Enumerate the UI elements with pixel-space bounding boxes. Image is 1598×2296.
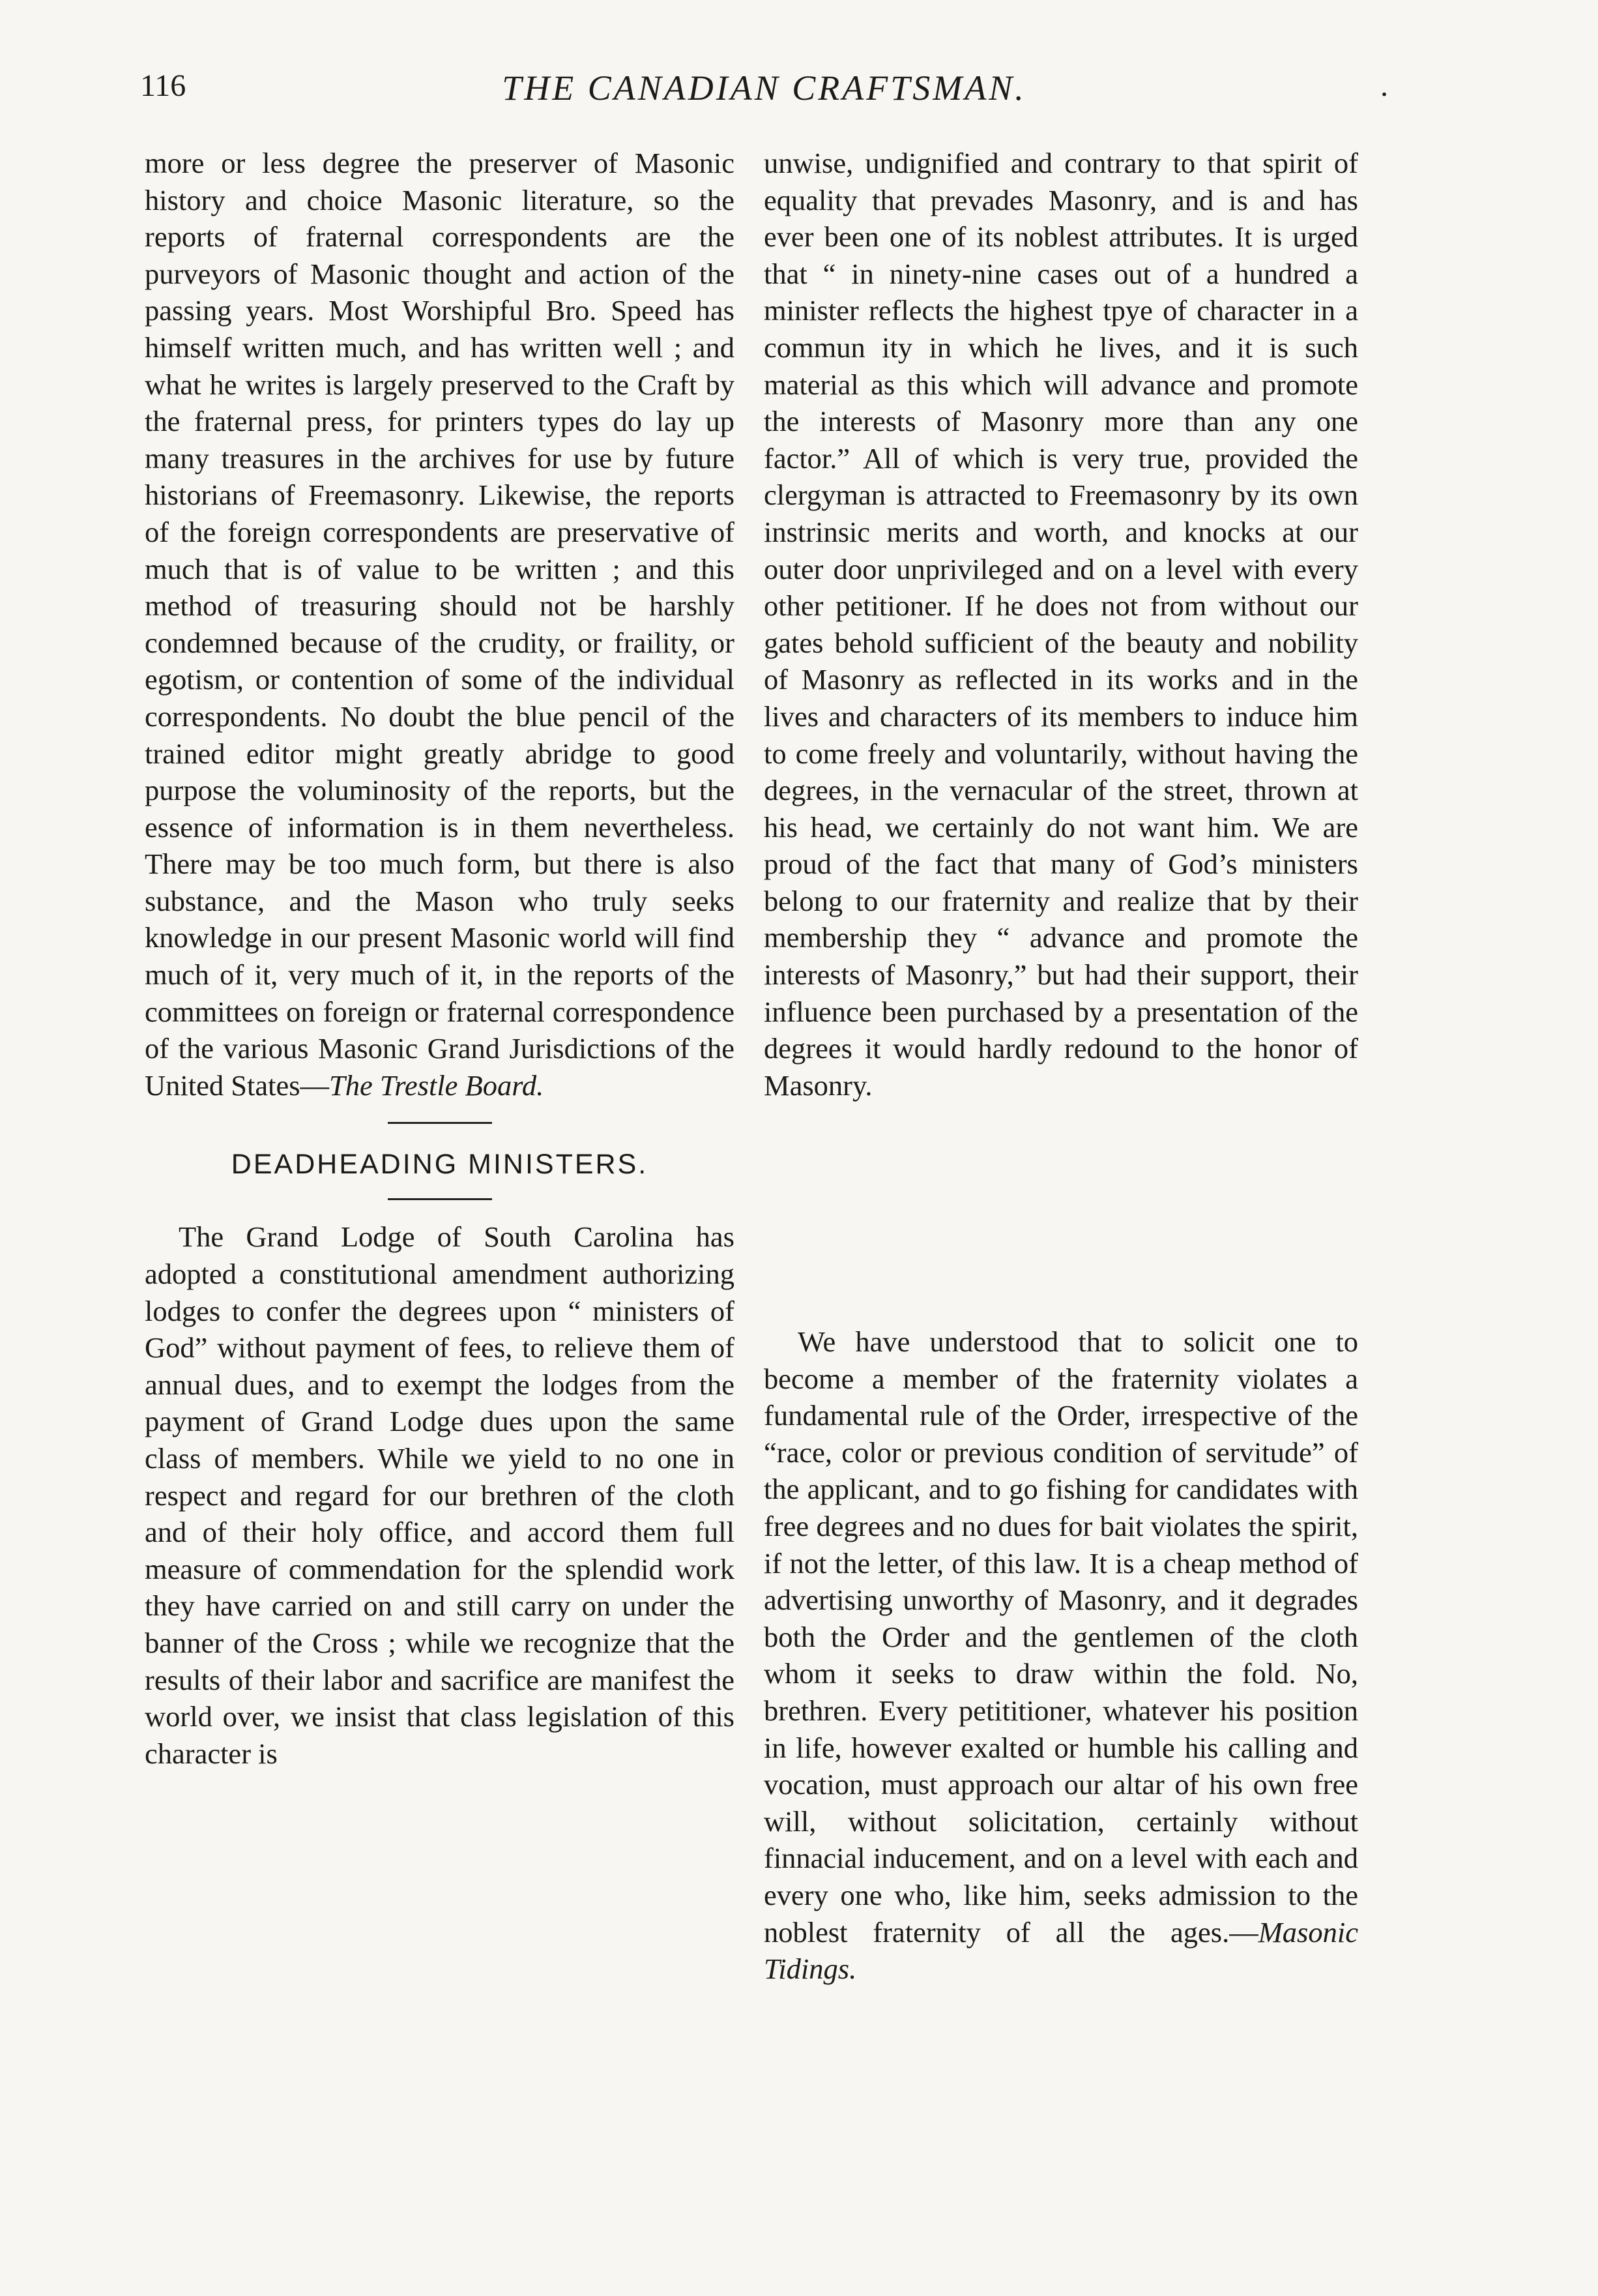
continuation-citation: The Trestle Board. — [329, 1068, 544, 1102]
right-column-lower — [764, 1323, 1358, 1988]
continuation-text: more or less degree the preserver of Masonic history and choice Masonic literature, so the reports of fraternal correspondents are the purveyors of Masonic thought and action of the passing years. Most Worshipful Bro. Speed has himself written much, and has written well ; and what he writes is largely preserved to the Craft by the fraternal press, for printers types do lay up many treasures in the archives for use by future historians of Freemasonry. Likewise, the reports of the foreign correspondents are preservative of much that is of value to be written ; and this method of treasuring should not be harshly condemned because of the crudity, or fraility, or egotism, or contention of some of the individual correspondents. No doubt the blue pencil of the trained editor might greatly abridge to good purpose the voluminosity of the reports, but the essence of information is in them nevertheless. There may be too much form, but there is also substance, and the Mason who truly seeks knowledge in our present Masonic world will find much of it, very much of it, in the reports of the committees on foreign or fraternal correspondence of the various Masonic Grand Jurisdictions of the United States— — [145, 147, 734, 1102]
section-divider-bottom — [388, 1198, 492, 1200]
page-number: 116 — [140, 68, 186, 103]
article-paragraph-1: The Grand Lodge of South Carolina has adopted a constitutional amendment authorizing lodges to confer the degrees upon “ ministers of God” without payment of fees, to relieve them of annual dues, and to exempt the lodges from the payment of Grand Lodge dues upon the same class of members. While we yield to no one in respect and regard for our brethren of the cloth and of their holy office, and accord them full measure of commendation for the splendid work they have carried on and still carry on under the banner of the Cross ; while we recognize that the results of their labor and sacrifice are manifest the world over, we insist that class legislation of this character is — [145, 1220, 734, 1770]
header-dot: . — [1380, 68, 1388, 103]
article-paragraph-1-continued: unwise, undignified and contrary to that spirit of equality that prevades Masonry, and is and has ever been one of its noblest attributes. It is urged that “ in ninety-nine cases out of a hundred a minister reflects the highest tpye of character in a commun ity in which he lives, and it is such material as this which will advance and promote the interests of Masonry more than any one factor.” All of which is very true, provided the clergyman is attracted to Freemasonry by its own instrinsic merits and worth, and knocks at our outer door unprivileged and on a level with every other petitioner. If he does not from without our gates behold sufficient of the beauty and nobility of Masonry as reflected in its works and in the lives and characters of its members to induce him to come freely and voluntarily, without having the degrees, in the vernacular of the street, thrown at his head, we certainly do not want him. We are proud of the fact that many of God’s ministers belong to our fraternity and realize that by their membership they “ advance and promote the interests of Masonry,” but had their support, their influence been purchased by a presentation of the degrees it would hardly redound to the honor of Masonry. — [764, 147, 1358, 1102]
continuation-paragraph — [145, 145, 734, 1104]
left-column — [145, 145, 734, 1772]
section-divider-top — [388, 1122, 492, 1124]
article-paragraph-2 — [764, 1323, 1358, 1988]
section-heading: DEADHEADING MINISTERS. — [231, 1149, 648, 1181]
article-paragraph-2-text: We have understood that to solicit one to become a member of the fraternity violates a fundamental rule of the Order, irrespective of the “race, color or previous condition of servitude” of the applicant, and to go fishing for candidates with free degrees and no dues for bait violates the spirit, if not the letter, of this law. It is a cheap method of advertising unworthy of Masonry, and it degrades both the Order and the gentlemen of the cloth whom it seeks to draw within the fold. No, brethren. Every petititioner, whatever his position in life, however exalted or humble his calling and vocation, must approach our altar of his own free will, without solicitation, certainly without finnacial inducement, and on a level with each and every one who, like him, seeks admission to the noblest fraternity of all the ages.— — [764, 1325, 1358, 1949]
right-column — [764, 145, 1358, 1104]
running-title: THE CANADIAN CRAFTSMAN. — [502, 68, 1026, 108]
page-header — [140, 68, 1388, 120]
article-citation: Masonic Tidings. — [764, 1915, 1358, 1986]
